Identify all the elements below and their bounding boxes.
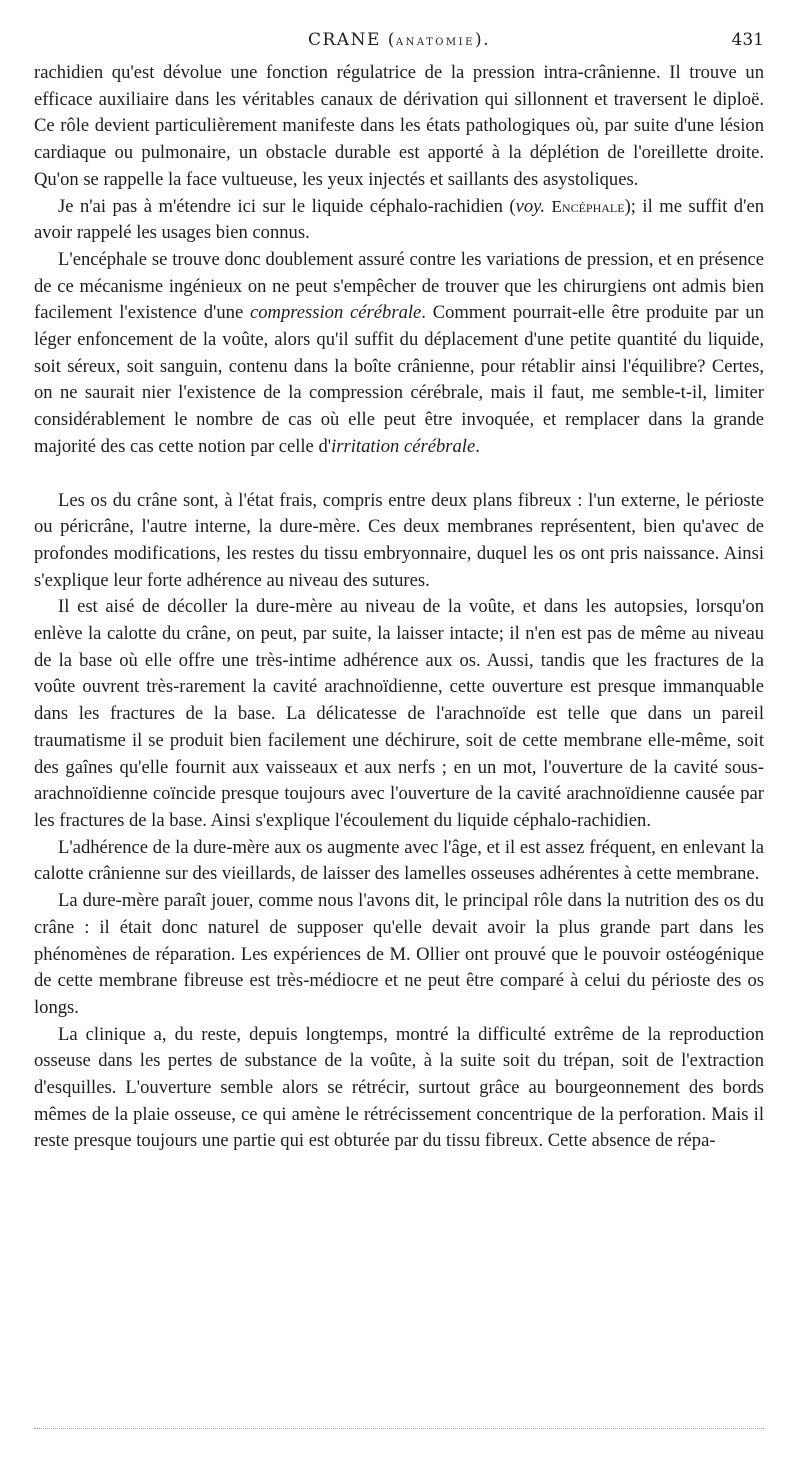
text-run: La clinique a, du reste, depuis longtemps, montré la difficulté extrême de la reproduction osseuse dans les pertes de substance de la voûte, à la suite soit du trépan, soit de l'extraction d'esquilles. L'ouverture semble alors se rétrécir, surtout grâce au bourgeonnement des bords mêmes de la plaie osseuse, ce qui amène le rétrécissement concentrique de la perforation. Mais il reste presque toujours une partie qui est obturée par du tissu fibreux. Cette absence de répa- — [34, 1023, 764, 1152]
paragraph — [34, 835, 764, 888]
paragraph — [34, 247, 764, 461]
title-anatomie: ANATOMIE — [395, 37, 475, 48]
text-run: Il est aisé de décoller la dure-mère au niveau de la voûte, et dans les autopsies, lorsqu'on enlève la calotte du crâne, on peut, par suite, la laisser intacte; il n'en est pas de même au niveau de la base où elle offre une très-intime adhérence aux os. Aussi, tandis que les fractures de la voûte ouvrent très-rarement la cavité arachnoïdienne, cette ouverture est presque immanquable dans les fractures de la base. La délicatesse de l'arachnoïde est telle que dans un pareil traumatisme il se produit bien facilement une déchirure, soit de cette membrane elle-même, soit des gaînes qu'elle fournit aux vaisseaux et aux nerfs ; en un mot, l'ouverture de la cavité sous-arachnoïdienne coïncide presque toujours avec l'ouverture de la cavité arachnoïdienne causée par les fractures de la base. Ainsi s'explique l'écoulement du liquide céphalo-rachidien. — [34, 596, 764, 831]
paragraph — [34, 1022, 764, 1156]
text-run: La dure-mère paraît jouer, comme nous l'avons dit, le principal rôle dans la nutrition des os du crâne : il était donc naturel de supposer qu'elle devait avoir la plus grande part dans les phénomènes de réparation. Les expériences de M. Ollier ont prouvé que le pouvoir ostéogénique de cette membrane fibreuse est très-médiocre et ne peut être comparé à celui du périoste des os longs. — [34, 890, 764, 1018]
text-run: Je n'ai pas à m'étendre ici sur le liquide céphalo-rachidien ( — [58, 195, 516, 217]
text-run: L'adhérence de la dure-mère aux os augmente avec l'âge, et il est assez fréquent, en enlevant la calotte crânienne sur des vieillards, de laisser des lamelles osseuses adhérentes à cette membrane. — [34, 836, 764, 885]
text-run: . — [475, 435, 480, 457]
paragraph — [34, 194, 764, 247]
text-run: . Comment pourrait-elle être produite par un léger enfoncement de la voûte, alors qu'il suffit du déplacement d'une petite quantité du liquide, soit séreux, soit sanguin, contenu dans la boîte crânienne, pour rétablir ainsi l'équilibre? Certes, on ne saurait nier l'existence de la compression cérébrale, mais il faut, me semble-t-il, limiter considérablement le nombre de cas où elle peut être invoquée, et remplacer dans la grande majorité des cas cette notion par celle d' — [34, 302, 764, 457]
paragraph — [34, 594, 764, 834]
text-run: ); il me suffit d'en avoir rappelé les usages bien connus. — [34, 195, 765, 244]
running-header — [34, 30, 764, 54]
title-main: CRANE — [308, 30, 381, 50]
paragraph — [34, 60, 764, 194]
title-paren-open: ( — [387, 30, 396, 50]
bottom-rule — [34, 1428, 764, 1429]
text-run: rachidien qu'est dévolue une fonction régulatrice de la pression intra-crânienne. Il trouve un efficace auxiliaire dans les véritables canaux de dérivation qui sillonnent et traversent le diploë. Ce rôle devient particulièrement manifeste dans les états pathologiques où, par suite d'une lésion cardiaque ou pulmonaire, un obstacle durable est apporté à la déplétion de l'oreillette droite. Qu'on se rappelle la face vultueuse, les yeux injectés et saillants des asystoliques. — [34, 62, 764, 190]
page-number: 431 — [731, 30, 764, 50]
italic-text: compression cérébrale — [249, 302, 422, 324]
small-caps-reference: Encéphale — [551, 196, 625, 216]
title-paren-close: ). — [474, 30, 490, 50]
italic-text: voy. — [515, 195, 546, 217]
running-title — [34, 30, 764, 50]
body-text — [34, 60, 764, 1155]
italic-text: irritation cérébrale — [331, 435, 476, 457]
paragraph — [34, 488, 764, 595]
text-run: L'encéphale se trouve donc doublement assuré contre les variations de pression, et en présence de ce mécanisme ingénieux on ne peut s'empêcher de trouver que les chirurgiens ont admis bien facilement l'existence d'une — [34, 248, 764, 324]
paragraph — [34, 888, 764, 1022]
text-run: Les os du crâne sont, à l'état frais, compris entre deux plans fibreux : l'un externe, le périoste ou péricrâne, l'autre interne, la dure-mère. Ces deux membranes représentent, bien qu'avec de profondes modifications, les restes du tissu embryonnaire, duquel les os ont pris naissance. Ainsi s'explique leur forte adhérence au niveau des sutures. — [34, 489, 764, 591]
